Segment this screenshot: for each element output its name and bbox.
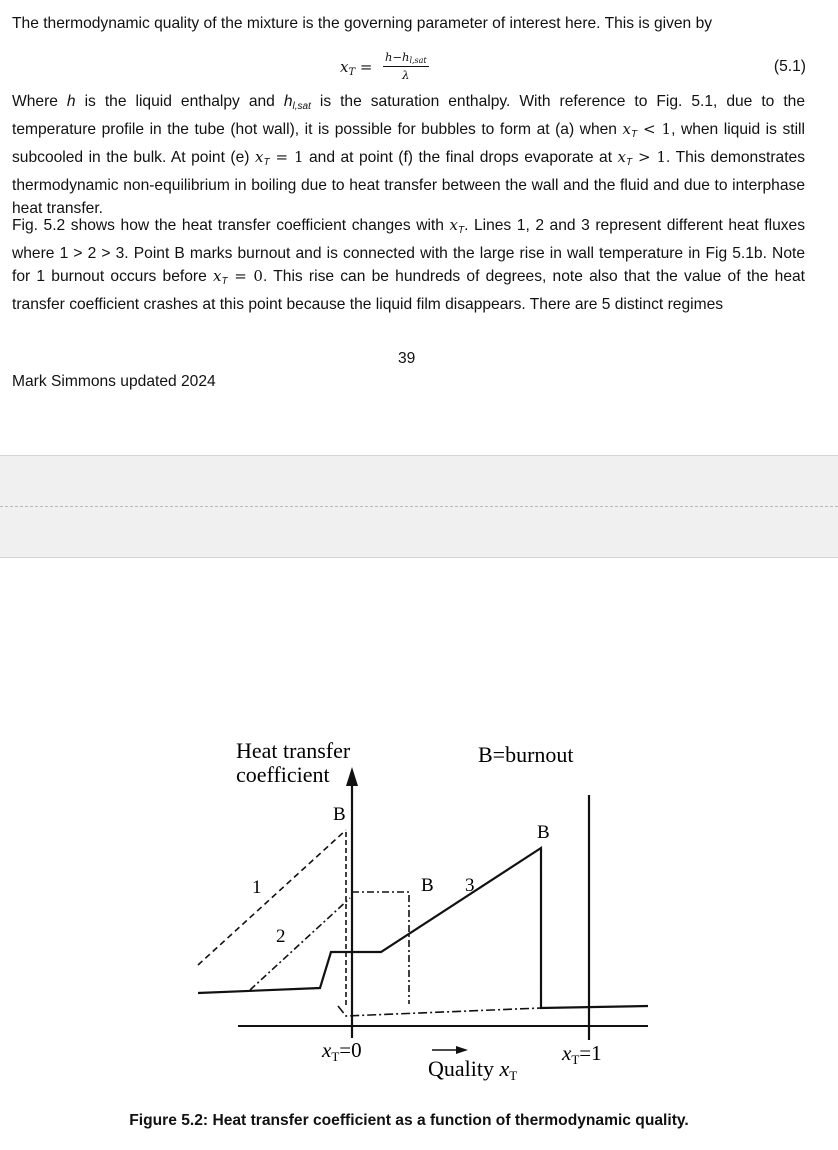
label-b-mid: B: [421, 875, 434, 896]
curve-2-burnout-box: [352, 892, 409, 1004]
figure-diagram: [0, 556, 838, 1096]
paragraph-enthalpy: Where h is the liquid enthalpy and $h_{l,sat}$ is the saturation enthalpy. With reference to Fig. 5.1, due to the temperature profile in the tube (hot wall), it is possible for bubbles to form at (a) when $x_T < 1$, when liquid is still subcooled in the bulk. At point (e) $x_T = 1$ and at point (f) the final drops evaporate at $x_T > 1$. This demonstrates thermodynamic non-equilibrium in boiling due to heat transfer between the wall and the fluid and due to interphase heat transfer.: [12, 93, 805, 217]
legend-burnout: B=burnout: [478, 742, 574, 767]
quality-arrow-icon: [456, 1046, 468, 1054]
equation-fraction: [383, 50, 429, 82]
page-break-line: [0, 506, 838, 507]
equation-denominator: λ: [402, 68, 410, 82]
equation-5-1: [0, 50, 838, 90]
equation-number: (5.1): [773, 58, 806, 75]
label-xt0: xT=0: [322, 1038, 362, 1064]
y-axis-arrowhead: [346, 767, 358, 786]
label-curve-2: 2: [276, 926, 286, 947]
post-burnout-line: [338, 1006, 541, 1016]
label-b-right: B: [537, 822, 550, 843]
curve-2: [250, 898, 350, 990]
curve-1: [198, 830, 346, 965]
equation-lhs: $x_T$ =: [340, 58, 373, 78]
figure-caption: Figure 5.2: Heat transfer coefficient as a function of thermodynamic quality.: [129, 1112, 689, 1129]
y-axis-label-line1: Heat transfer: [236, 738, 351, 763]
paragraph-intro: The thermodynamic quality of the mixture is the governing parameter of interest here. This is given by: [12, 15, 713, 32]
label-b-left: B: [333, 804, 346, 825]
page-break: [0, 455, 838, 558]
paragraph-fig52: Fig. 5.2 shows how the heat transfer coefficient changes with $x_T$. Lines 1, 2 and 3 represent different heat fluxes where 1 > 2 > 3. Point B marks burnout and is connected with the large rise in wall temperature in Fig 5.1b. Note for 1 burnout occurs before $x_T = 0$. This rise can be hundreds of degrees, note also that the value of the heat transfer coefficient crashes at this point because the liquid film disappears. There are 5 distinct regimes: [12, 216, 806, 313]
x-axis-label: Quality xT: [428, 1056, 518, 1083]
page-footer: Mark Simmons updated 2024: [12, 373, 216, 390]
equation-numerator: h−hl,sat: [385, 50, 427, 65]
curve-3: [198, 848, 648, 1008]
label-curve-1: 1: [252, 877, 262, 898]
figure-5-2: [0, 556, 838, 1096]
label-xt1: xT=1: [562, 1041, 602, 1067]
page-number: 39: [398, 350, 416, 367]
y-axis-label-line2: coefficient: [236, 762, 330, 787]
label-curve-3: 3: [465, 875, 475, 896]
